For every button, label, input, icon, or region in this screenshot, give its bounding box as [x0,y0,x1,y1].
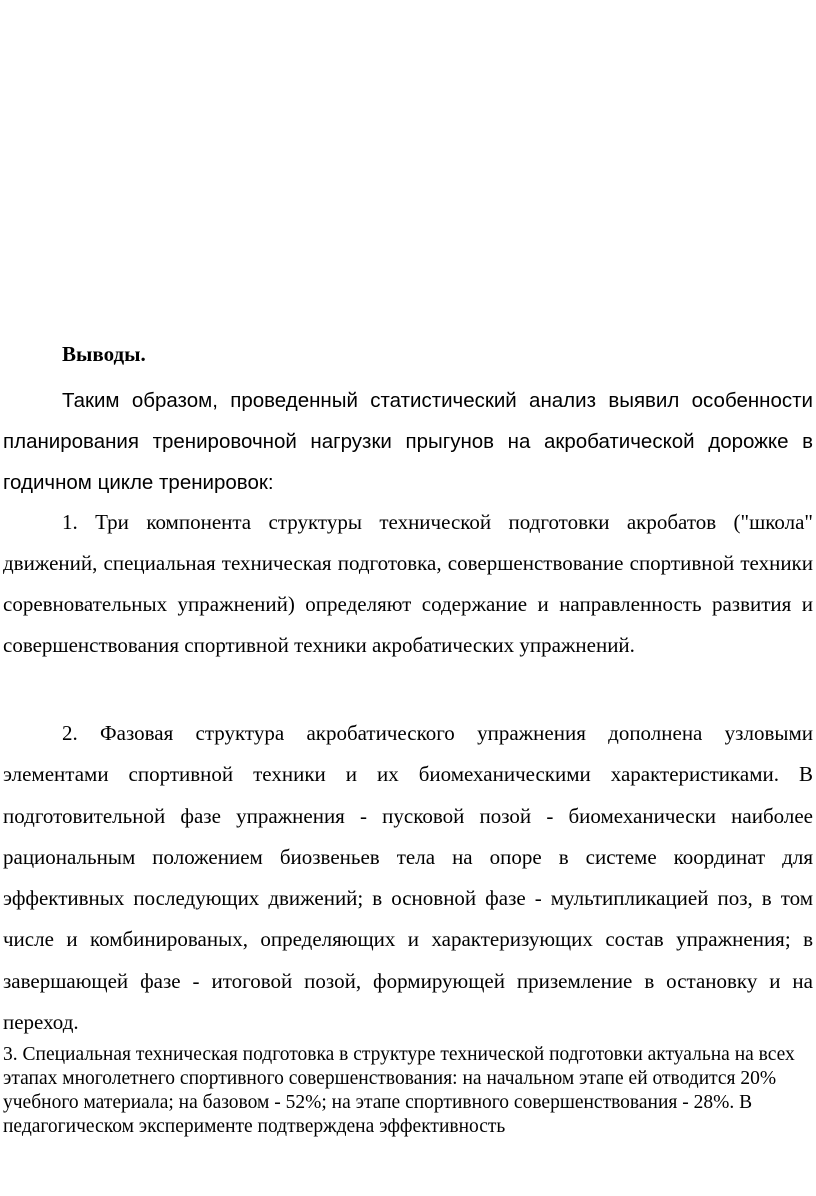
paragraph-intro: Таким образом, проведенный статистический анализ выявил особенности планирования тренировочной нагрузки прыгунов на акробатической дорожке в годичном цикле тренировок: [3,389,813,494]
paragraph-conclusion-2: 2. Фазовая структура акробатического упражнения дополнена узловыми элементами спортивной техники и их биомеханическими характеристиками. В подготовительной фазе упражнения - пусковой позой - биомеханически наиболее рациональным положением биозвеньев тела на опоре в системе координат для эффективных последующих движений; в основной фазе - мультипликацией поз, в том числе и комбинированых, определяющих и характеризующих состав упражнения; в завершающей фазе - итоговой позой, формирующей приземление в остановку и на переход. [3,721,813,1035]
paragraph-conclusion-3: 3. Специальная техническая подготовка в структуре технической подготовки актуальна на всех этапах многолетнего спортивного совершенствования: на начальном этапе ей отводится 20% учебного материала; на базовом - 52%; на этапе спортивного совершенствования - 28%. В педагогическом эксперименте подтверждена эффективность [3,1044,795,1137]
section-heading: Выводы. [62,342,146,366]
paragraph-conclusion-1: 1. Три компонента структуры технической подготовки акробатов ("школа" движений, специальная техническая подготовка, совершенствование спортивной техники соревновательных упражнений) определяют содержание и направленность развития и совершенствования спортивной техники акробатических упражнений. [3,510,813,657]
